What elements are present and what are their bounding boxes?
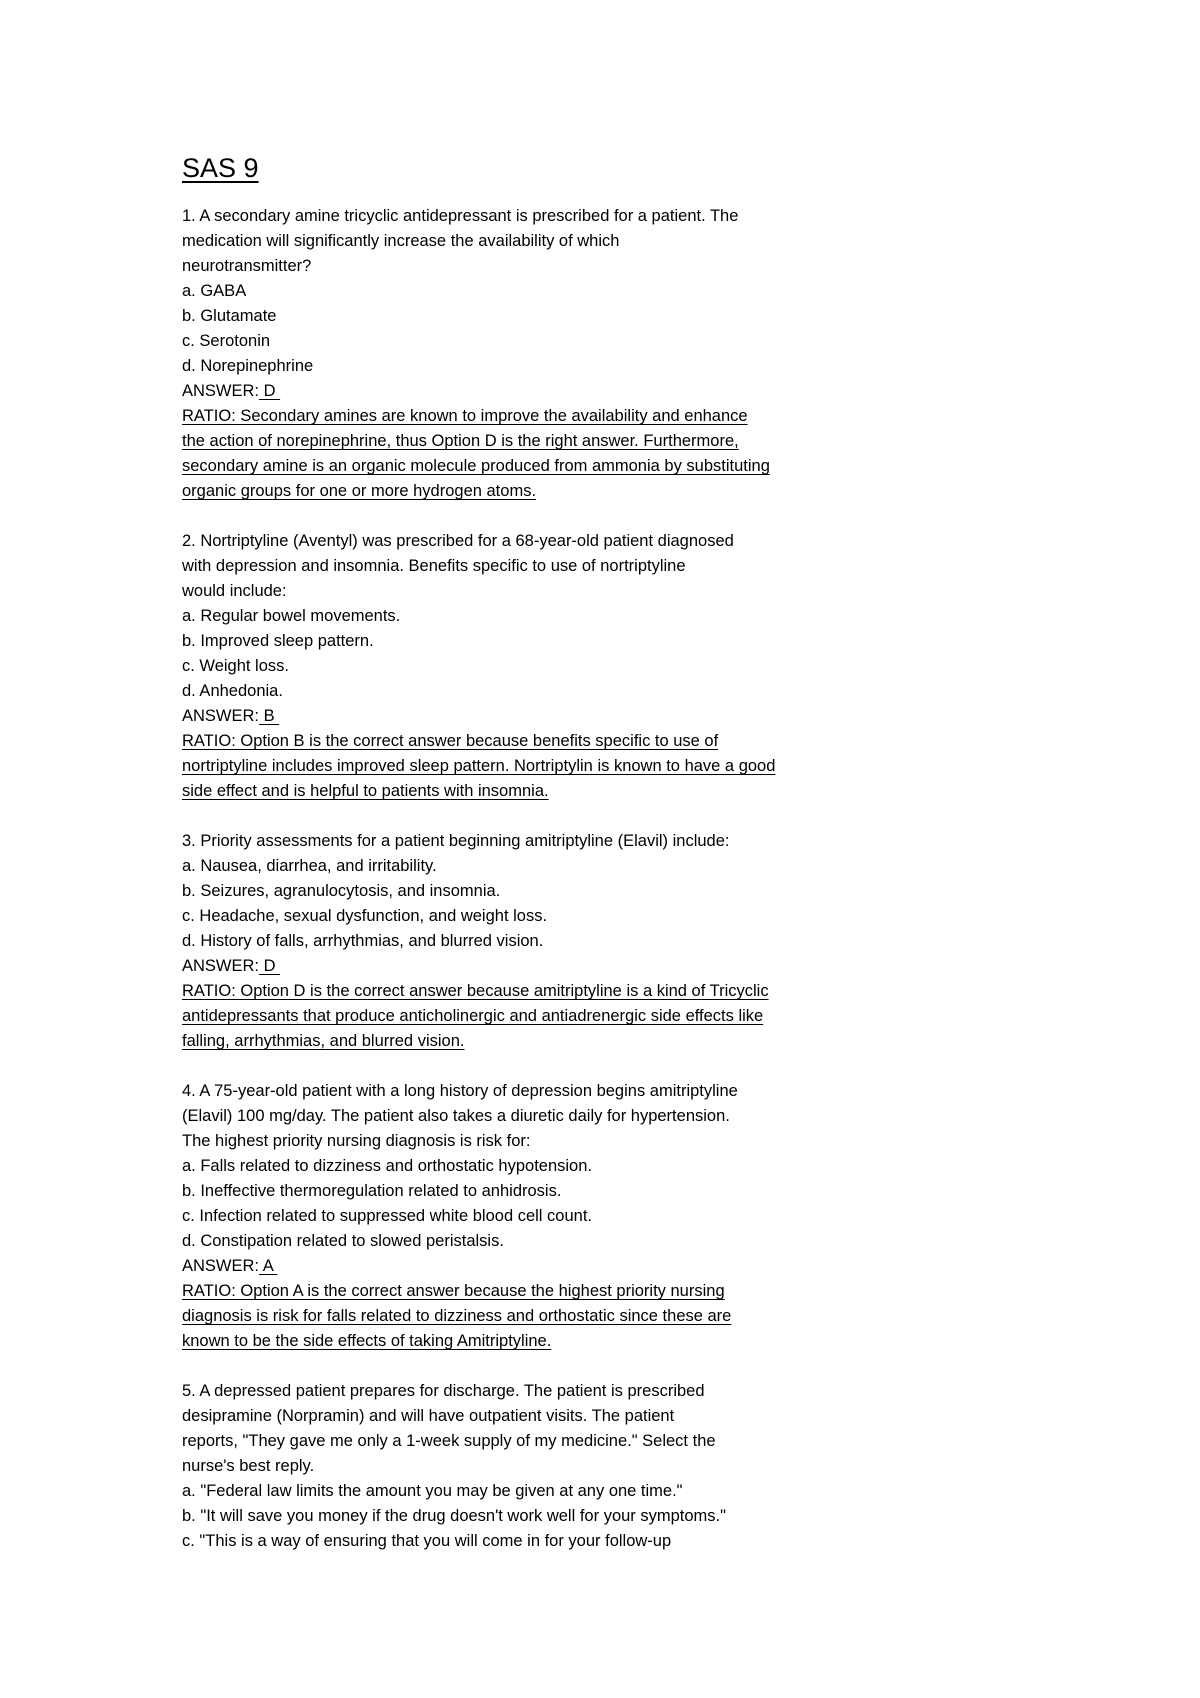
answer-value: D <box>259 382 281 400</box>
question-1 <box>182 204 902 504</box>
document-page <box>182 150 902 1579</box>
rationale-line: RATIO: Option A is the correct answer because the highest priority nursing <box>182 1282 725 1300</box>
answer-label: ANSWER: <box>182 1257 260 1275</box>
question-stem-line: 2. Nortriptyline (Aventyl) was prescribed for a 68-year-old patient diagnosed <box>182 532 734 550</box>
question-4 <box>182 1079 902 1354</box>
document-title: SAS 9 <box>182 153 259 183</box>
answer-line <box>182 1254 902 1279</box>
answer-line <box>182 954 902 979</box>
answer-value: D <box>259 957 281 975</box>
answer-value: A <box>259 1257 278 1275</box>
question-3 <box>182 829 902 1054</box>
question-stem-line: 1. A secondary amine tricyclic antidepressant is prescribed for a patient. The <box>182 207 739 225</box>
rationale-line: secondary amine is an organic molecule produced from ammonia by substituting <box>182 457 770 475</box>
rationale-line: RATIO: Secondary amines are known to improve the availability and enhance <box>182 407 748 425</box>
rationale-line: falling, arrhythmias, and blurred vision. <box>182 1032 465 1050</box>
answer-option: b. Seizures, agranulocytosis, and insomnia. <box>182 882 501 900</box>
answer-option: a. Nausea, diarrhea, and irritability. <box>182 857 437 875</box>
answer-option: d. Constipation related to slowed peristalsis. <box>182 1232 504 1250</box>
answer-option: b. Glutamate <box>182 307 277 325</box>
question-stem-line: reports, "They gave me only a 1-week supply of my medicine." Select the <box>182 1432 716 1450</box>
rationale-line: nortriptyline includes improved sleep pattern. Nortriptylin is known to have a good <box>182 757 776 775</box>
rationale-line: diagnosis is risk for falls related to dizziness and orthostatic since these are <box>182 1307 732 1325</box>
question-stem-line: neurotransmitter? <box>182 257 312 275</box>
question-stem-line: 5. A depressed patient prepares for discharge. The patient is prescribed <box>182 1382 705 1400</box>
question-stem-line: 4. A 75-year-old patient with a long history of depression begins amitriptyline <box>182 1082 738 1100</box>
answer-option: b. Ineffective thermoregulation related to anhidrosis. <box>182 1182 562 1200</box>
question-stem-line: would include: <box>182 582 287 600</box>
answer-option: a. "Federal law limits the amount you may be given at any one time." <box>182 1482 683 1500</box>
answer-option: c. Headache, sexual dysfunction, and weight loss. <box>182 907 548 925</box>
rationale-line: RATIO: Option B is the correct answer because benefits specific to use of <box>182 732 719 750</box>
question-stem-line: with depression and insomnia. Benefits specific to use of nortriptyline <box>182 557 686 575</box>
question-stem-line: nurse's best reply. <box>182 1457 315 1475</box>
answer-label: ANSWER: <box>182 382 260 400</box>
answer-option: c. "This is a way of ensuring that you will come in for your follow-up <box>182 1532 672 1550</box>
rationale-line: organic groups for one or more hydrogen atoms. <box>182 482 537 500</box>
answer-option: b. "It will save you money if the drug doesn't work well for your symptoms." <box>182 1507 726 1525</box>
rationale-line: RATIO: Option D is the correct answer because amitriptyline is a kind of Tricyclic <box>182 982 769 1000</box>
rationale-line: side effect and is helpful to patients with insomnia. <box>182 782 549 800</box>
question-stem-line: medication will significantly increase the availability of which <box>182 232 620 250</box>
answer-label: ANSWER: <box>182 707 260 725</box>
answer-option: d. Norepinephrine <box>182 357 314 375</box>
answer-option: b. Improved sleep pattern. <box>182 632 374 650</box>
question-list <box>182 204 902 1554</box>
answer-option: d. Anhedonia. <box>182 682 283 700</box>
answer-line <box>182 704 902 729</box>
answer-value: B <box>259 707 280 725</box>
rationale-line: known to be the side effects of taking Amitriptyline. <box>182 1332 552 1350</box>
answer-option: a. GABA <box>182 282 247 300</box>
answer-option: c. Infection related to suppressed white blood cell count. <box>182 1207 592 1225</box>
question-stem-line: 3. Priority assessments for a patient beginning amitriptyline (Elavil) include: <box>182 832 730 850</box>
question-stem-line: desipramine (Norpramin) and will have outpatient visits. The patient <box>182 1407 675 1425</box>
answer-option: a. Regular bowel movements. <box>182 607 401 625</box>
question-stem-line: The highest priority nursing diagnosis is risk for: <box>182 1132 531 1150</box>
answer-label: ANSWER: <box>182 957 260 975</box>
answer-line <box>182 379 902 404</box>
question-stem-line: (Elavil) 100 mg/day. The patient also takes a diuretic daily for hypertension. <box>182 1107 730 1125</box>
question-2 <box>182 529 902 804</box>
answer-option: a. Falls related to dizziness and orthostatic hypotension. <box>182 1157 592 1175</box>
answer-option: c. Weight loss. <box>182 657 289 675</box>
answer-option: c. Serotonin <box>182 332 271 350</box>
question-5 <box>182 1379 902 1554</box>
rationale-line: the action of norepinephrine, thus Option D is the right answer. Furthermore, <box>182 432 739 450</box>
answer-option: d. History of falls, arrhythmias, and blurred vision. <box>182 932 544 950</box>
rationale-line: antidepressants that produce anticholinergic and antiadrenergic side effects like <box>182 1007 764 1025</box>
